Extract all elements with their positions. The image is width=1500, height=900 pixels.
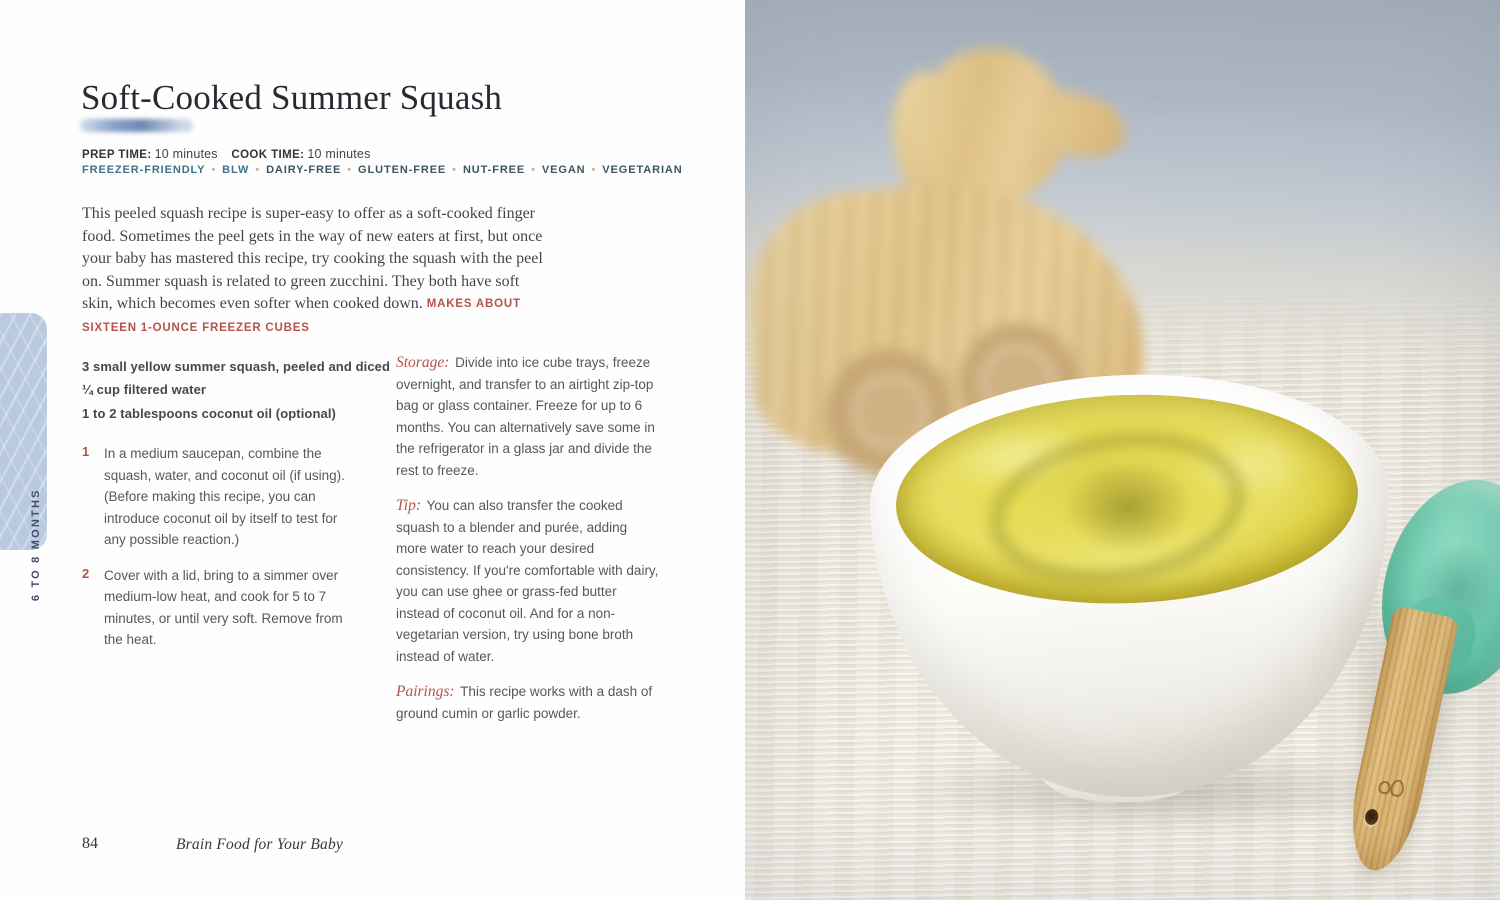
cook-time-label: COOK TIME: (231, 149, 305, 161)
notes-column (396, 352, 659, 738)
diet-tag: BLW (222, 164, 250, 176)
tip-note (396, 495, 659, 667)
step-number: 1 (82, 444, 90, 459)
diet-tag: VEGETARIAN (602, 164, 683, 176)
diet-tag: GLUTEN-FREE (358, 164, 447, 176)
book-title: Brain Food for Your Baby (176, 836, 343, 853)
tag-separator: • (255, 164, 261, 176)
blurred-annotation (80, 119, 193, 132)
diet-tag: NUT-FREE (462, 164, 526, 176)
note-label: Tip: (396, 497, 421, 514)
tag-separator: • (347, 164, 353, 176)
diet-tag: VEGAN (541, 164, 586, 176)
step-text: Cover with a lid, bring to a simmer over medium-low heat, and cook for 5 to 7 minutes, or until very soft. Remove from the heat. (104, 567, 343, 647)
age-range-tab (0, 313, 47, 601)
intro-text: This peeled squash recipe is super-easy to offer as a soft-cooked finger food. Sometimes the peel gets in the way of new eaters at first, but once your baby has mastered this recipe, try cooking the squash with the peel on. Summer squash is related to green zucchini. They both have soft skin, which becomes even softer when cooked down. (82, 205, 543, 313)
ingredient-item: 1 to 2 tablespoons coconut oil (optional) (82, 405, 336, 421)
age-range-label: 6 TO 8 MONTHS (29, 487, 42, 601)
step-item (82, 565, 346, 651)
pairings-note (396, 681, 659, 724)
tag-separator: • (211, 164, 217, 176)
step-text: In a medium saucepan, combine the squash, water, and coconut oil (if using). (Before making this recipe, you can introduce coconut oil by itself to test for any possible reaction.) (104, 446, 345, 547)
storage-note (396, 352, 659, 481)
tag-separator: • (531, 164, 536, 176)
recipe-intro (82, 203, 554, 341)
recipe-page (0, 0, 745, 900)
note-text: This recipe works with a dash of ground cumin or garlic powder. (396, 684, 653, 721)
diet-tags (82, 164, 683, 176)
step-number: 2 (82, 565, 90, 581)
recipe-photo (745, 0, 1500, 900)
diet-tag: DAIRY-FREE (266, 164, 342, 176)
note-label: Pairings: (396, 683, 455, 700)
recipe-title: Soft-Cooked Summer Squash (81, 78, 503, 117)
yield-note: MAKES ABOUT SIXTEEN 1-OUNCE FREEZER CUBES (82, 298, 521, 334)
cook-time-value: 10 minutes (307, 147, 371, 161)
recipe-meta (82, 147, 371, 161)
ingredient-list (82, 355, 402, 425)
white-bowl (866, 366, 1398, 806)
note-text: Divide into ice cube trays, freeze overnight, and transfer to an airtight zip-top bag or glass container. Freeze for up to 6 months. You can alternatively save some in the refrigerator in a glass jar and divide the rest to freeze. (396, 355, 655, 478)
ingredient-item: 3 small yellow summer squash, peeled and diced (82, 359, 391, 374)
prep-time-label: PREP TIME: (82, 149, 152, 161)
page-number: 84 (82, 835, 98, 852)
step-list (82, 443, 346, 665)
step-item (82, 443, 346, 551)
brand-mark-icon (1377, 774, 1407, 801)
handle-hole (1364, 808, 1380, 826)
tag-separator: • (591, 164, 597, 176)
ingredient-item: ¼ cup filtered water (82, 382, 207, 398)
tag-separator: • (452, 164, 457, 176)
note-label: Storage: (396, 354, 450, 371)
note-text: You can also transfer the cooked squash to a blender and purée, adding more water to reach your desired consistency. If you're comfortable with dairy, you can use ghee or grass-fed butter instead of coconut oil. And for a non-vegetarian version, try using bone broth instead of water. (396, 498, 659, 664)
diet-tag: FREEZER-FRIENDLY (82, 164, 206, 176)
prep-time-value: 10 minutes (154, 147, 218, 161)
